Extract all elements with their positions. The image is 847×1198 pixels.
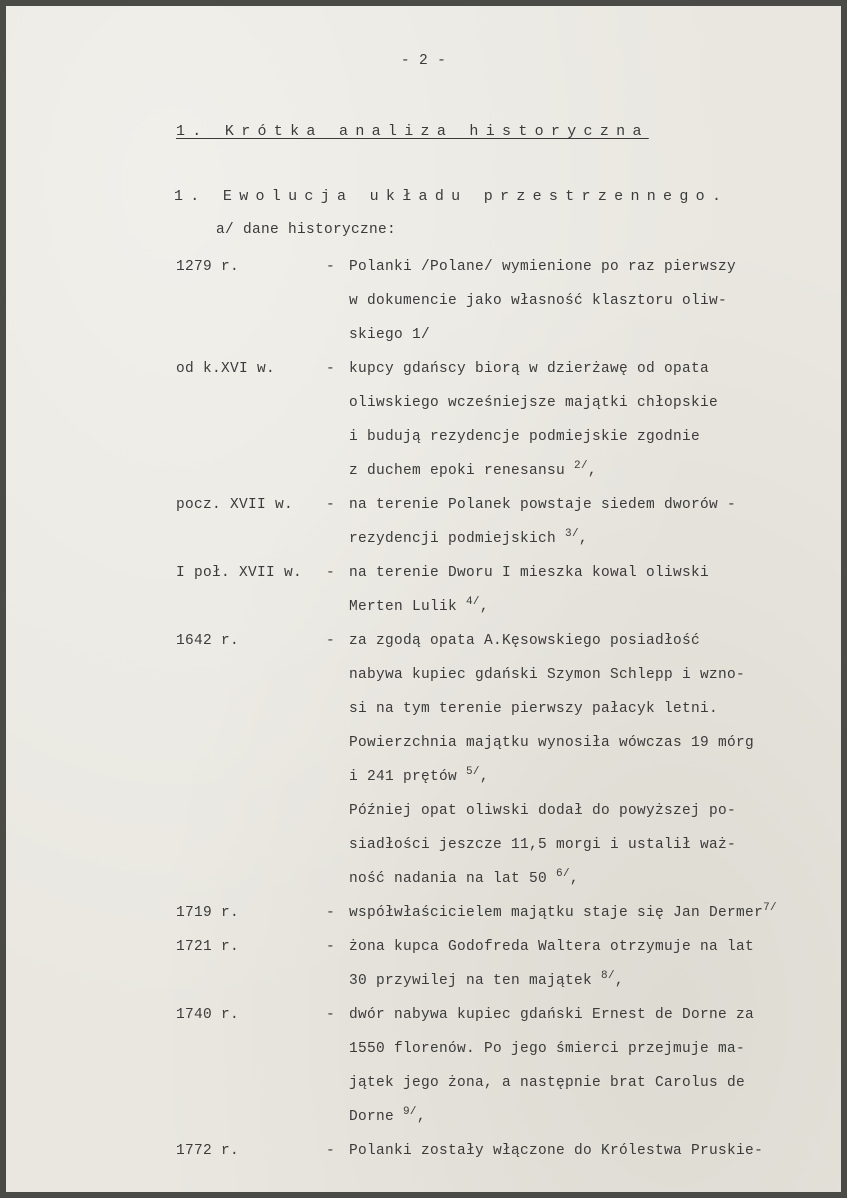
- entry-text-line: [349, 360, 709, 378]
- subsection-label: a/ dane historyczne:: [216, 222, 397, 238]
- entry-date: 1772 r.: [176, 1143, 240, 1159]
- entry-text-line: [349, 598, 489, 616]
- trailing-punctuation: ,: [578, 531, 588, 547]
- entry-text: dwór nabywa kupiec gdański Ernest de Dorne za: [349, 1007, 755, 1023]
- trailing-punctuation: ,: [587, 463, 597, 479]
- entry-dash: -: [326, 497, 336, 513]
- entry-dash: -: [326, 633, 336, 649]
- entry-date: pocz. XVII w.: [176, 497, 294, 513]
- entry-text-line: [349, 1108, 426, 1126]
- entry-text: i 241 prętów: [349, 769, 467, 785]
- entry-text: si na tym terenie pierwszy pałacyk letni.: [349, 701, 719, 717]
- entry-text: Merten Lulik: [349, 599, 467, 615]
- entry-text: Polanki /Polane/ wymienione po raz pierwszy: [349, 259, 737, 275]
- section-heading: 1. Krótka analiza historyczna: [176, 123, 649, 140]
- entry-text: Później opat oliwski dodał do powyższej po-: [349, 803, 737, 819]
- entry-text-line: [349, 428, 700, 446]
- footnote-ref: 9/: [403, 1106, 417, 1118]
- footnote-ref: 3/: [565, 528, 579, 540]
- footnote-ref: 5/: [466, 766, 480, 778]
- entry-text-line: [349, 768, 489, 786]
- entry-text-line: [349, 836, 736, 854]
- subsection-heading: 1. Ewolucja układu przestrzennego.: [174, 188, 729, 205]
- entry-text: oliwskiego wcześniejsze majątki chłopskie: [349, 395, 719, 411]
- entry-text-line: [349, 258, 736, 276]
- entry-text-line: [349, 700, 718, 718]
- entry-text: 1550 florenów. Po jego śmierci przejmuje ma-: [349, 1041, 746, 1057]
- entry-text: i budują rezydencje podmiejskie zgodnie: [349, 429, 701, 445]
- entry-text-line: [349, 496, 736, 514]
- entry-text: Dorne: [349, 1109, 404, 1125]
- trailing-punctuation: ,: [416, 1109, 426, 1125]
- entry-text: rezydencji podmiejskich: [349, 531, 566, 547]
- entry-text-line: [349, 1074, 745, 1092]
- entry-text-line: [349, 870, 579, 888]
- entry-date: od k.XVI w.: [176, 361, 276, 377]
- entry-text: nabywa kupiec gdański Szymon Schlepp i wzno-: [349, 667, 746, 683]
- entry-text-line: [349, 938, 754, 956]
- entry-text: siadłości jeszcze 11,5 morgi i ustalił waż-: [349, 837, 737, 853]
- entry-dash: -: [326, 1007, 336, 1023]
- entry-text-line: [349, 802, 736, 820]
- entry-text: skiego 1/: [349, 327, 431, 343]
- entry-text-line: [349, 394, 718, 412]
- entry-text: jątek jego żona, a następnie brat Carolus de: [349, 1075, 746, 1091]
- entry-text-line: [349, 734, 754, 752]
- entry-text: za zgodą opata A.Kęsowskiego posiadłość: [349, 633, 701, 649]
- entry-text-line: [349, 1040, 745, 1058]
- entry-dash: -: [326, 259, 336, 275]
- entry-date: 1279 r.: [176, 259, 240, 275]
- entry-text-line: [349, 972, 624, 990]
- entry-dash: -: [326, 1143, 336, 1159]
- entry-text-line: [349, 666, 745, 684]
- entry-text-line: [349, 564, 709, 582]
- footnote-ref: 8/: [601, 970, 615, 982]
- footnote-ref: 6/: [556, 868, 570, 880]
- entry-text-line: [349, 292, 727, 310]
- trailing-punctuation: ,: [479, 599, 489, 615]
- entry-date: 1642 r.: [176, 633, 240, 649]
- entry-text-line: [349, 326, 430, 344]
- footnote-ref: 4/: [466, 596, 480, 608]
- entry-text: na terenie Dworu I mieszka kowal oliwski: [349, 565, 710, 581]
- footnote-ref: 2/: [574, 460, 588, 472]
- entry-text-line: [349, 1006, 754, 1024]
- trailing-punctuation: ,: [479, 769, 489, 785]
- entry-text-line: [349, 632, 700, 650]
- entry-text: z duchem epoki renesansu: [349, 463, 575, 479]
- entry-date: 1721 r.: [176, 939, 240, 955]
- entry-text-line: [349, 1142, 763, 1160]
- trailing-punctuation: ,: [569, 871, 579, 887]
- entry-date: I poł. XVII w.: [176, 565, 303, 581]
- entry-text: Polanki zostały włączone do Królestwa Pruskie-: [349, 1143, 764, 1159]
- entry-date: 1740 r.: [176, 1007, 240, 1023]
- entry-text: współwłaścicielem majątku staje się Jan Dermer: [349, 905, 764, 921]
- trailing-punctuation: ,: [614, 973, 624, 989]
- entry-text: Powierzchnia majątku wynosiła wówczas 19 mórg: [349, 735, 755, 751]
- page-number: - 2 -: [400, 53, 447, 69]
- entry-text: kupcy gdańscy biorą w dzierżawę od opata: [349, 361, 710, 377]
- entry-dash: -: [326, 905, 336, 921]
- entry-text: ność nadania na lat 50: [349, 871, 557, 887]
- entry-text-line: [349, 904, 777, 922]
- entry-dash: -: [326, 361, 336, 377]
- entry-text-line: [349, 530, 588, 548]
- entry-text: na terenie Polanek powstaje siedem dworów -: [349, 497, 737, 513]
- footnote-ref: 7/: [763, 902, 777, 914]
- entry-date: 1719 r.: [176, 905, 240, 921]
- entry-dash: -: [326, 939, 336, 955]
- entry-dash: -: [326, 565, 336, 581]
- entry-text: żona kupca Godofreda Waltera otrzymuje na lat: [349, 939, 755, 955]
- entry-text: w dokumencie jako własność klasztoru oliw-: [349, 293, 728, 309]
- entry-text: 30 przywilej na ten majątek: [349, 973, 602, 989]
- entry-text-line: [349, 462, 597, 480]
